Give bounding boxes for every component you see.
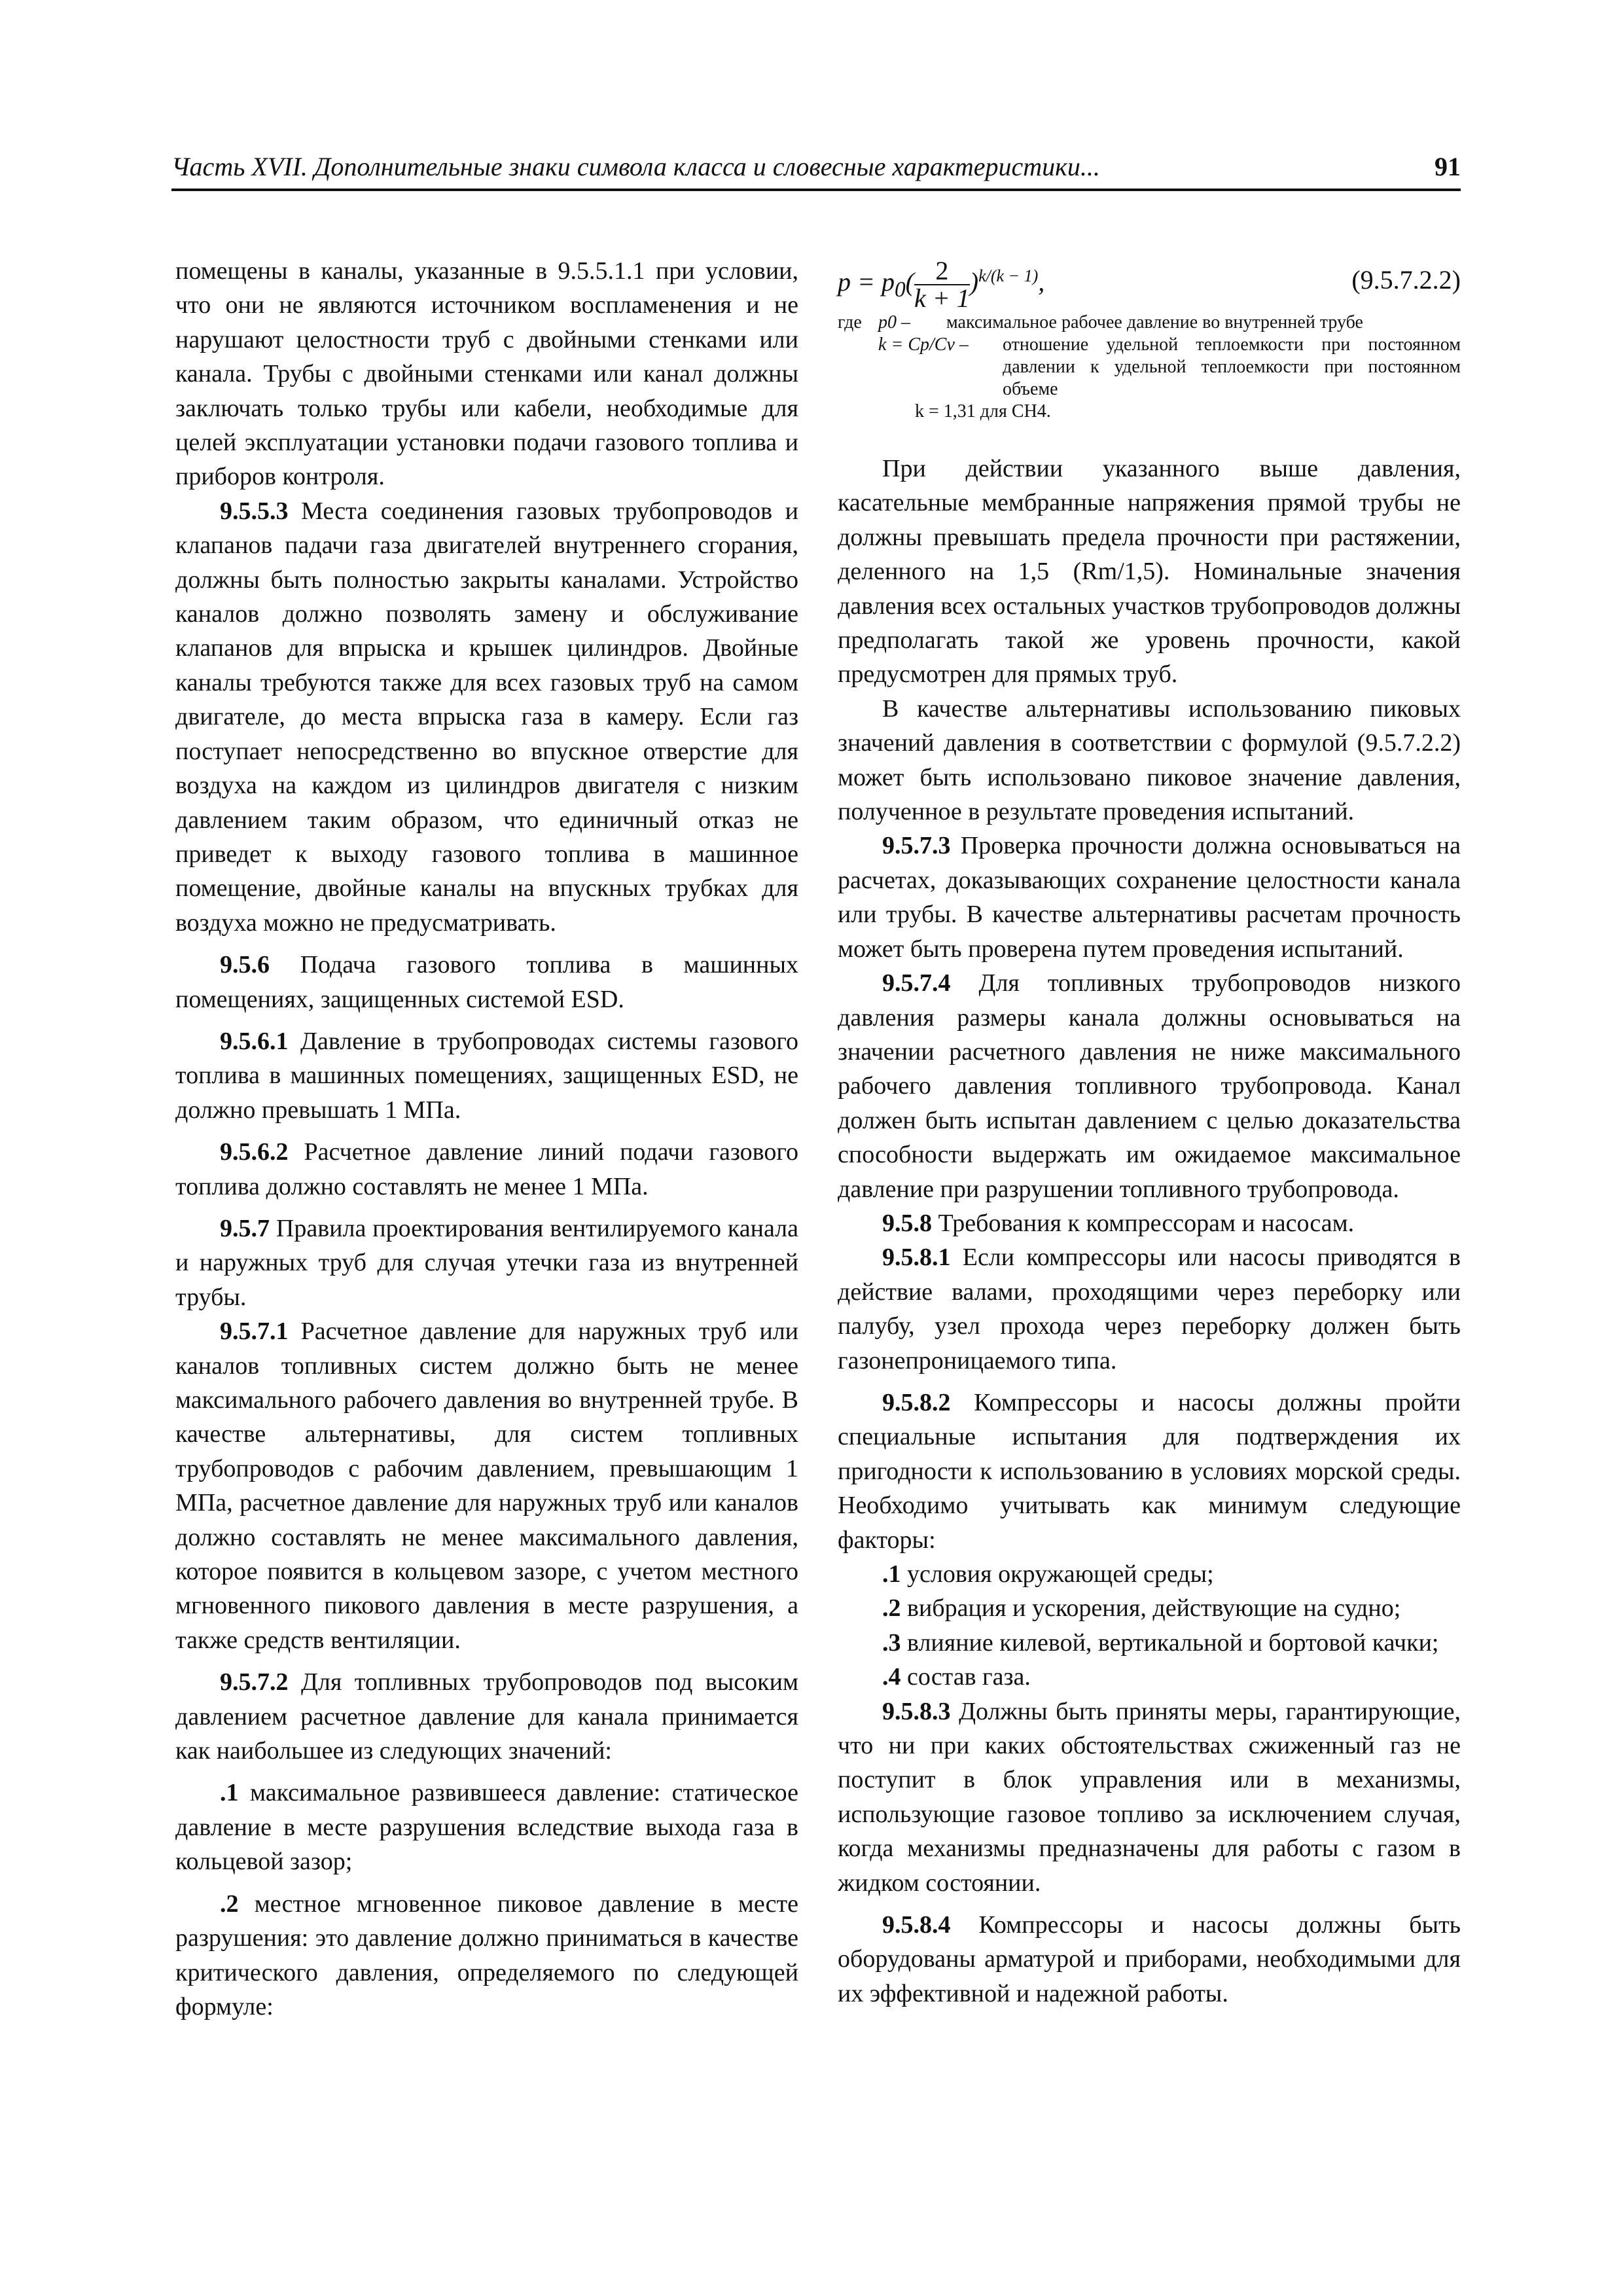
legend-label: где [838, 312, 862, 332]
section-number: 9.5.7.1 [220, 1318, 289, 1346]
running-header [171, 143, 1461, 191]
formula-expression [838, 258, 1044, 312]
legend-k-text: отношение удельной теплоемкости при постоянном давлении к удельной теплоемкости при постоянном объеме [1003, 334, 1461, 399]
paragraph-text: условия окружающей среды; [901, 1560, 1214, 1588]
paragraph [175, 1135, 798, 1204]
section-number: 9.5.8.2 [882, 1388, 951, 1416]
paragraph-text: В качестве альтернативы использованию пиковых значений давления в соответствии с формулой (9.5.7.2.2) может быть использовано пиковое значение давления, полученное в результате проведения испытаний. [838, 694, 1461, 826]
section-number: 9.5.6.2 [220, 1138, 289, 1166]
section-number: 9.5.8 [882, 1209, 932, 1237]
paragraph-text: Проверка прочности должна основываться на расчетах, доказывающих сохранение целостности канала или трубы. В качестве альтернативы расчетам прочность может быть проверена путем проведения испытаний. [838, 832, 1461, 963]
paragraph-text: Если компрессоры или насосы приводятся в действие валами, проходящими через переборку или палубу, узел прохода через переборку должен быть газонепроницаемого типа. [838, 1244, 1461, 1374]
paragraph-text: Для топливных трубопроводов под высоким давлением расчетное давление для канала принимается как наибольшее из следующих значений: [175, 1668, 798, 1765]
paragraph [175, 1887, 798, 2024]
section-number: 9.5.6 [220, 951, 270, 979]
section-number: 9.5.8.3 [882, 1697, 951, 1725]
paragraph-text: Должны быть приняты меры, гарантирующие, что ни при каких обстоятельствах сжиженный газ не поступит в блок управления или в механизмы, использующие газовое топливо за исключением случая, когда механизмы предназначены для работы с газом в жидком состоянии. [838, 1697, 1461, 1897]
legend-k-value: k = 1,31 для CH4. [915, 401, 1051, 422]
right-column [838, 254, 1461, 2011]
left-column [175, 254, 798, 2024]
paragraph [838, 829, 1461, 966]
section-number: 9.5.8.1 [882, 1244, 951, 1272]
formula-sub0: 0 [895, 278, 906, 302]
paragraph-text: состав газа. [901, 1663, 1031, 1691]
running-header-title: Часть XVII. Дополнительные знаки символа класса и словесные характеристики... [171, 152, 1100, 181]
legend-row-k [838, 334, 1461, 401]
paragraph [175, 1024, 798, 1127]
formula-exponent: k/(k − 1) [978, 266, 1039, 285]
paragraph [838, 1626, 1461, 1660]
section-number: 9.5.8.4 [882, 1911, 951, 1939]
paragraph-text: Для топливных трубопроводов низкого давления размеры канала должны основываться на значении расчетного давления не ниже максимального рабочего давления топливного трубопровода. Канал должен быть испытан давлением с целью доказательства способности выдержать им ожидаемое максимальное давление при разрушении топливного трубопровода. [838, 969, 1461, 1203]
paragraph [175, 1314, 798, 1657]
paragraph [175, 1776, 798, 1878]
paragraph [175, 1211, 798, 1314]
left-paragraphs [175, 254, 798, 2024]
section-number: .2 [220, 1890, 239, 1918]
paragraph [838, 1908, 1461, 2011]
formula [838, 254, 1461, 312]
section-number: .3 [882, 1628, 901, 1657]
paragraph-text: Места соединения газовых трубопроводов и клапанов падачи газа двигателей внутреннего сгорания, должны быть полностью закрыты каналами. Устройство каналов должно позволять замену и обслуживание клапанов для впрыска и крышек цилиндров. Двойные каналы требуются также для всех газовых труб на самом двигателе, до места впрыска газа в камеру. Если газ поступает непосредственно во впускное отверстие для воздуха на каждом из цилиндров двигателя с низким давлением таким образом, что единичный отказ не приведет к выходу газового топлива в машинное помещение, двойные каналы на впускных трубках для воздуха можно не предусматривать. [175, 497, 798, 937]
section-number: 9.5.5.3 [220, 497, 289, 525]
section-number: 9.5.7.2 [220, 1668, 289, 1696]
paragraph-text: помещены в каналы, указанные в 9.5.5.1.1 при условии, что они не являются источником воспламенения и не нарушают целостности труб с двойными стенками или канала. Трубы с двойными стенками или канал должны заключать только трубы или кабели, необходимые для целей эксплуатации установки подачи газового топлива и приборов контроля. [175, 257, 798, 491]
formula-tail: , [1038, 267, 1045, 297]
paragraph [838, 1240, 1461, 1378]
paragraph [175, 1665, 798, 1768]
paragraph-text: Расчетное давление линий подачи газового топлива должно составлять не менее 1 МПа. [175, 1138, 798, 1200]
paragraph-text: Подача газового топлива в машинных помещениях, защищенных системой ESD. [175, 951, 798, 1013]
paragraph [838, 1591, 1461, 1625]
paragraph [175, 254, 798, 494]
section-number: .1 [882, 1560, 901, 1588]
formula-legend [838, 312, 1461, 423]
section-number: 9.5.7.4 [882, 969, 951, 997]
formula-close: ) [969, 267, 979, 297]
section-number: .4 [882, 1663, 901, 1691]
legend-p0-symbol: p0 – [878, 312, 910, 332]
section-number: 9.5.6.1 [220, 1027, 289, 1055]
right-paragraphs [838, 452, 1461, 2011]
legend-k-symbol: k = Cp/Cv – [878, 334, 969, 355]
paragraph [838, 1557, 1461, 1591]
section-number: 9.5.7 [220, 1214, 270, 1242]
paragraph [838, 1206, 1461, 1240]
paragraph [838, 1386, 1461, 1557]
formula-lhs: p = p [838, 267, 895, 297]
paragraph-text: Требования к компрессорам и насосам. [932, 1209, 1355, 1237]
paragraph [175, 494, 798, 940]
section-number: 9.5.7.3 [882, 832, 951, 860]
paragraph [175, 948, 798, 1016]
legend-row-kvalue [838, 401, 1461, 423]
paragraph-text: Компрессоры и насосы должны быть оборудованы арматурой и приборами, необходимыми для их эффективной и надежной работы. [838, 1911, 1461, 2007]
paragraph-text: максимальное развившееся давление: статическое давление в месте разрушения вследствие выхода газа в кольцевой зазор; [175, 1779, 798, 1876]
formula-number: (9.5.7.2.2) [1351, 265, 1461, 295]
paragraph [838, 1660, 1461, 1694]
formula-numerator: 2 [914, 258, 970, 285]
formula-denominator: k + 1 [914, 283, 970, 313]
paragraph [838, 452, 1461, 692]
section-number: .2 [882, 1594, 901, 1623]
formula-fraction [914, 258, 970, 312]
paragraph-text: вибрация и ускорения, действующие на судно; [901, 1594, 1401, 1623]
legend-row-p0 [838, 312, 1461, 334]
legend-p0-text: максимальное рабочее давление во внутренней трубе [946, 312, 1363, 332]
paragraph-text: Правила проектирования вентилируемого канала и наружных труб для случая утечки газа из внутренней трубы. [175, 1214, 798, 1311]
section-number: .1 [220, 1779, 239, 1807]
paragraph-text: Расчетное давление для наружных труб или каналов топливных систем должно быть не менее максимального рабочего давления во внутренней трубе. В качестве альтернативы, для систем топливных трубопроводов с рабочим давлением, превышающим 1 МПа, расчетное давление для наружных труб или каналов должно составлять не менее максимального давления, которое появится в кольцевом зазоре, с учетом местного мгновенного пикового давления в месте разрушения, а также средств вентиляции. [175, 1318, 798, 1654]
paragraph [838, 692, 1461, 829]
formula-open: ( [905, 267, 914, 297]
paragraph-text: Давление в трубопроводах системы газового топлива в машинных помещениях, защищенных ESD, не должно превышать 1 МПа. [175, 1027, 798, 1124]
page-number: 91 [1435, 152, 1461, 181]
paragraph [838, 1695, 1461, 1900]
paragraph-text: местное мгновенное пиковое давление в месте разрушения: это давление должно приниматься в качестве критического давления, определяемого по следующей формуле: [175, 1890, 798, 2020]
paragraph-text: влияние килевой, вертикальной и бортовой качки; [901, 1628, 1439, 1657]
paragraph-text: При действии указанного выше давления, касательные мембранные напряжения прямой трубы не должны превышать предела прочности при растяжении, деленного на 1,5 (Rm/1,5). Номинальные значения давления всех остальных участков трубопроводов должны предполагать такой же уровень прочности, какой предусмотрен для прямых труб. [838, 455, 1461, 689]
paragraph [838, 966, 1461, 1206]
paragraph-text: Компрессоры и насосы должны пройти специальные испытания для подтверждения их пригодности к использованию в условиях морской среды. Необходимо учитывать как минимум следующие факторы: [838, 1388, 1461, 1554]
